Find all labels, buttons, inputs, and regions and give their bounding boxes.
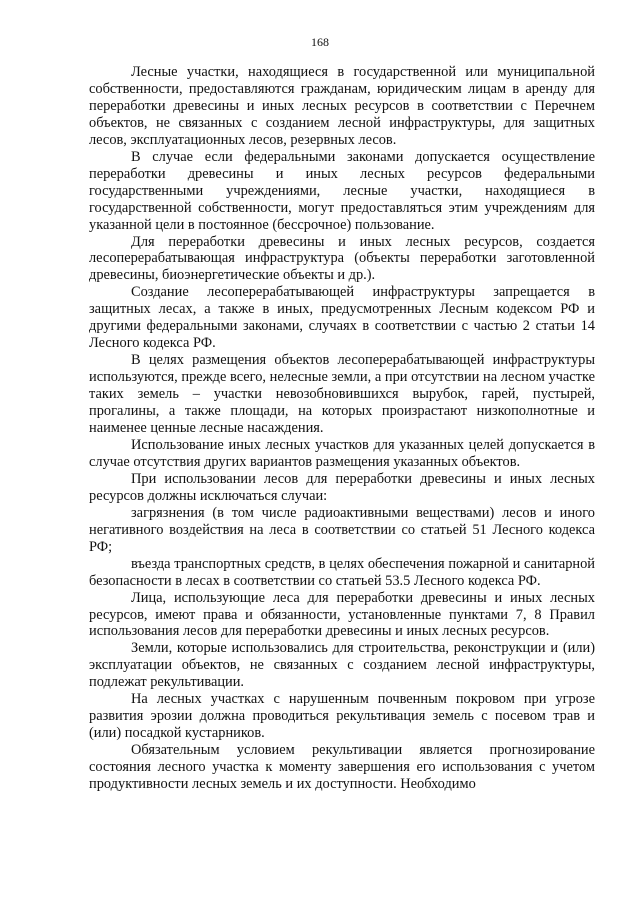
- paragraph: Лица, использующие леса для переработки древесины и иных лесных ресурсов, имеют права и обязанности, установленные пунктами 7, 8 Правил использования лесов для переработки древесины и иных лесных ресурсов.: [89, 589, 595, 640]
- paragraph: Создание лесоперерабатывающей инфраструктуры запрещается в защитных лесах, а также в иных, предусмотренных Лесным кодексом РФ и другими федеральными законами, случаях в соответствии с частью 2 статьи 14 Лесного кодекса РФ.: [89, 284, 595, 352]
- page-number: 168: [311, 35, 329, 49]
- paragraph: Для переработки древесины и иных лесных ресурсов, создается лесоперерабатывающая инфраструктура (объекты переработки заготовленной древесины, биоэнергетические объекты и др.).: [89, 233, 595, 284]
- paragraph: Лесные участки, находящиеся в государственной или муниципальной собственности, предоставляются гражданам, юридическим лицам в аренду для переработки древесины и иных лесных ресурсов в соответствии с Перечнем объектов, не связанных с созданием лесной инфраструктуры, для защитных лесов, эксплуатационных лесов, резервных лесов.: [89, 64, 595, 148]
- paragraph: В случае если федеральными законами допускается осуществление переработки древесины и иных лесных ресурсов федеральными государственными учреждениями, лесные участки, находящиеся в государственной собственности, могут предоставляться этим учреждениям для указанной цели в постоянное (бессрочное) пользование.: [89, 148, 595, 233]
- paragraph: въезда транспортных средств, в целях обеспечения пожарной и санитарной безопасности в лесах в соответствии со статьей 53.5 Лесного кодекса РФ.: [89, 555, 595, 589]
- paragraph: На лесных участках с нарушенным почвенным покровом при угрозе развития эрозии должна проводиться рекультивация земель с посевом трав и (или) посадкой кустарников.: [89, 691, 595, 742]
- paragraph: В целях размещения объектов лесоперерабатывающей инфраструктуры используются, прежде всего, нелесные земли, а при отсутствии на лесном участке таких земель – участки невозобновившихся вырубок, гарей, пустырей, прогалины, а также площади, на которых произрастают низкополнотные и наименее ценные лесные насаждения.: [89, 352, 595, 437]
- paragraph: Использование иных лесных участков для указанных целей допускается в случае отсутствия других вариантов размещения указанных объектов.: [89, 436, 595, 470]
- paragraph: При использовании лесов для переработки древесины и иных лесных ресурсов должны исключаться случаи:: [89, 470, 595, 504]
- body-text: [89, 64, 595, 793]
- paragraph: Обязательным условием рекультивации является прогнозирование состояния лесного участка к моменту завершения его использования с учетом продуктивности лесных земель и их доступности. Необходимо: [89, 742, 595, 793]
- paragraph: Земли, которые использовались для строительства, реконструкции и (или) эксплуатации объектов, не связанных с созданием лесной инфраструктуры, подлежат рекультивации.: [89, 640, 595, 691]
- paragraph: загрязнения (в том числе радиоактивными веществами) лесов и иного негативного воздействия на леса в соответствии со статьей 51 Лесного кодекса РФ;: [89, 504, 595, 555]
